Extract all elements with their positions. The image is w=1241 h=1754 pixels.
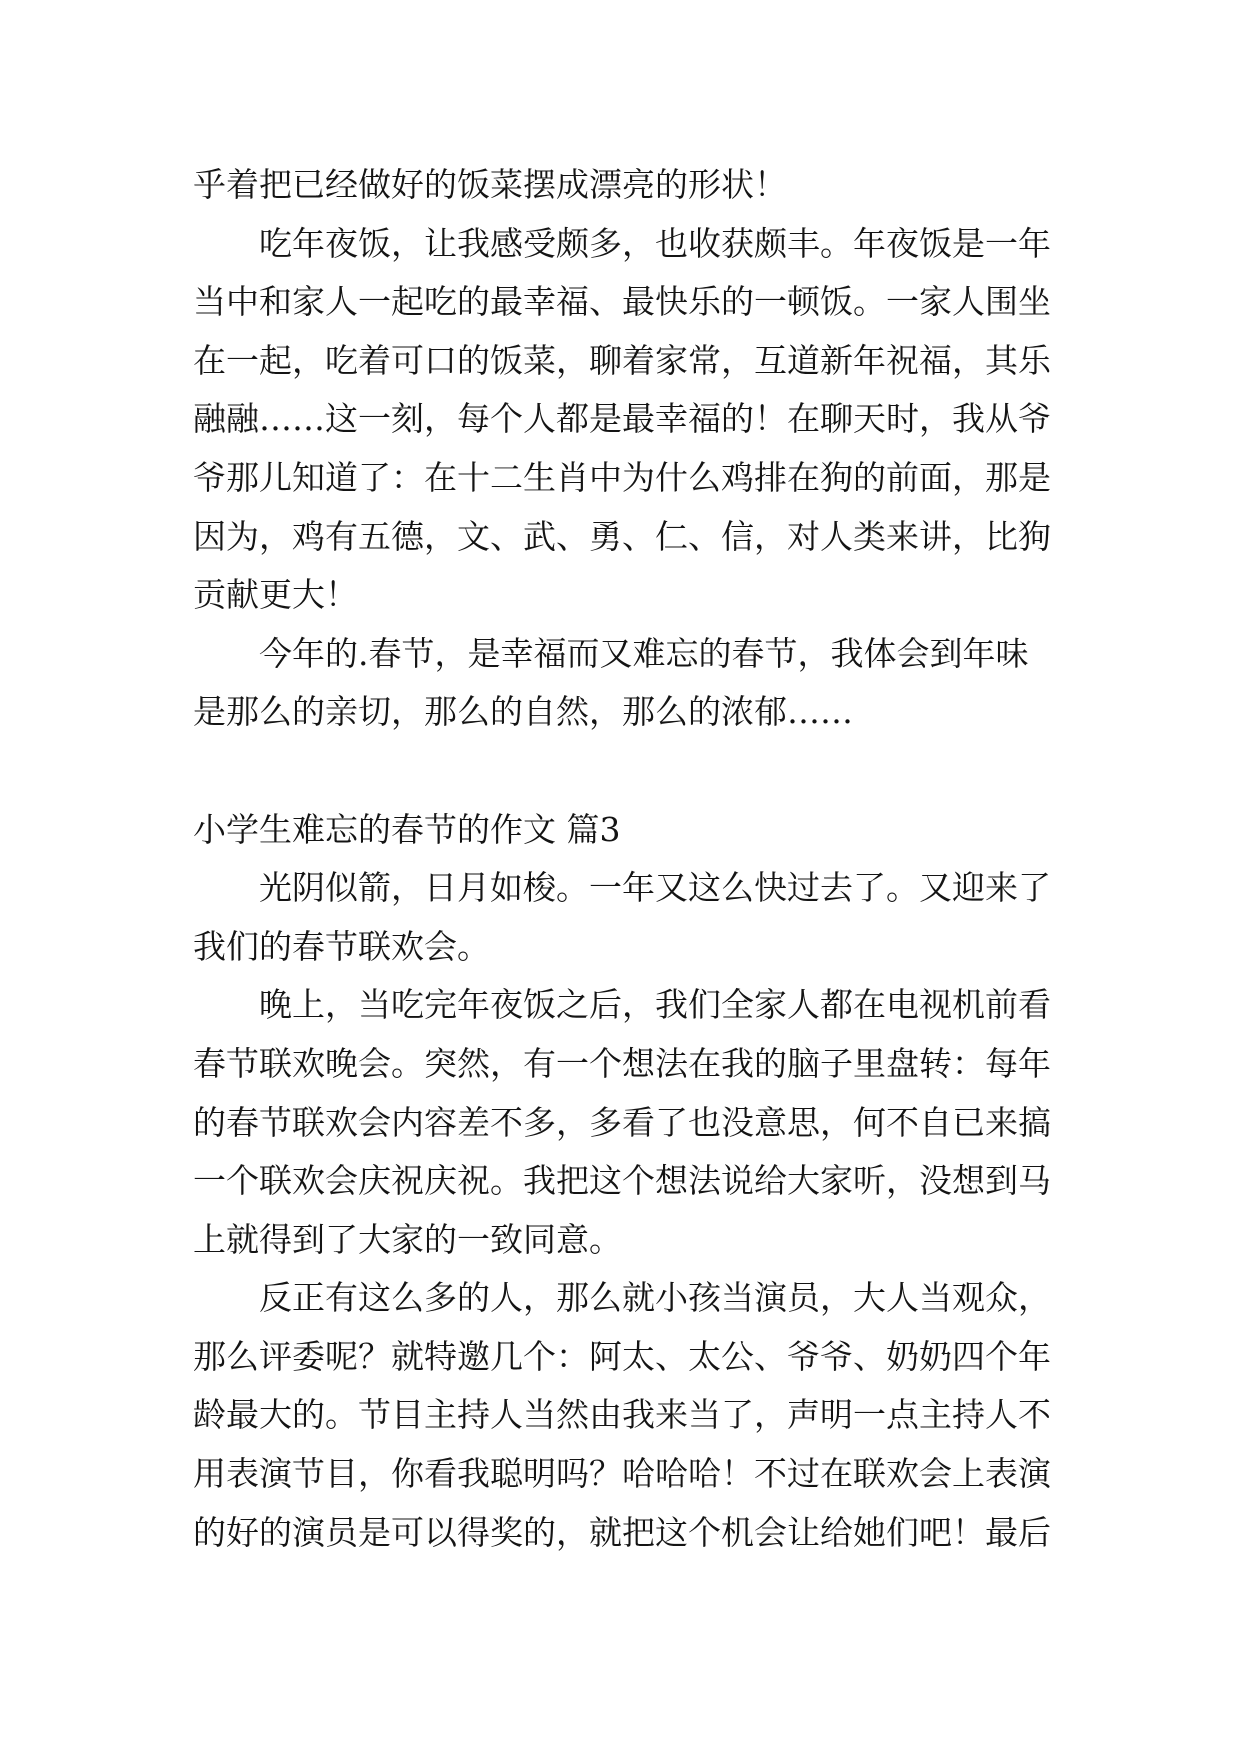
text-line: 的好的演员是可以得奖的，就把这个机会让给她们吧！最后 xyxy=(193,1512,1051,1552)
text-line: 那么评委呢？就特邀几个：阿太、太公、爷爷、奶奶四个年 xyxy=(193,1336,1051,1376)
text-line: 爷那儿知道了：在十二生肖中为什么鸡排在狗的前面，那是 xyxy=(193,457,1051,497)
text-line: 我们的春节联欢会。 xyxy=(193,926,490,966)
section-heading: 小学生难忘的春节的作文 篇3 xyxy=(193,809,621,849)
paragraph xyxy=(193,625,1093,742)
text-line: 吃年夜饭，让我感受颇多，也收获颇丰。年夜饭是一年 xyxy=(259,223,1051,263)
text-line: 上就得到了大家的一致同意。 xyxy=(193,1219,622,1259)
text-line: 一个联欢会庆祝庆祝。我把这个想法说给大家听，没想到马 xyxy=(193,1161,1051,1201)
text-line: 当中和家人一起吃的最幸福、最快乐的一顿饭。一家人围坐 xyxy=(193,282,1051,322)
text-line: 融融……这一刻，每个人都是最幸福的！在聊天时，我从爷 xyxy=(193,399,1051,439)
document-body xyxy=(193,156,1093,1562)
paragraph xyxy=(193,215,1093,625)
text-line: 的春节联欢会内容差不多，多看了也没意思，何不自已来搞 xyxy=(193,1102,1051,1142)
text-line: 在一起，吃着可口的饭菜，聊着家常，互道新年祝福，其乐 xyxy=(193,340,1051,380)
text-line: 今年的.春节，是幸福而又难忘的春节，我体会到年味 xyxy=(259,633,1029,673)
text-line: 贡献更大！ xyxy=(193,575,358,615)
text-line: 晚上，当吃完年夜饭之后，我们全家人都在电视机前看 xyxy=(259,985,1051,1025)
text-line: 反正有这么多的人，那么就小孩当演员，大人当观众， xyxy=(259,1278,1051,1318)
paragraph-continued xyxy=(193,156,1093,215)
text-line: 乎着把已经做好的饭菜摆成漂亮的形状！ xyxy=(193,165,787,204)
text-line: 春节联欢晚会。突然，有一个想法在我的脑子里盘转：每年 xyxy=(193,1043,1051,1083)
text-line: 龄最大的。节目主持人当然由我来当了，声明一点主持人不 xyxy=(193,1395,1051,1435)
text-line: 因为，鸡有五德，文、武、勇、仁、信，对人类来讲，比狗 xyxy=(193,516,1051,556)
text-line: 光阴似箭，日月如梭。一年又这么快过去了。又迎来了 xyxy=(259,868,1051,908)
text-line: 是那么的亲切，那么的自然，那么的浓郁…… xyxy=(193,692,853,732)
section-spacer xyxy=(193,742,1093,801)
paragraph xyxy=(193,1269,1093,1562)
text-line: 用表演节目，你看我聪明吗？哈哈哈！不过在联欢会上表演 xyxy=(193,1454,1051,1494)
paragraph xyxy=(193,859,1093,976)
paragraph xyxy=(193,976,1093,1269)
